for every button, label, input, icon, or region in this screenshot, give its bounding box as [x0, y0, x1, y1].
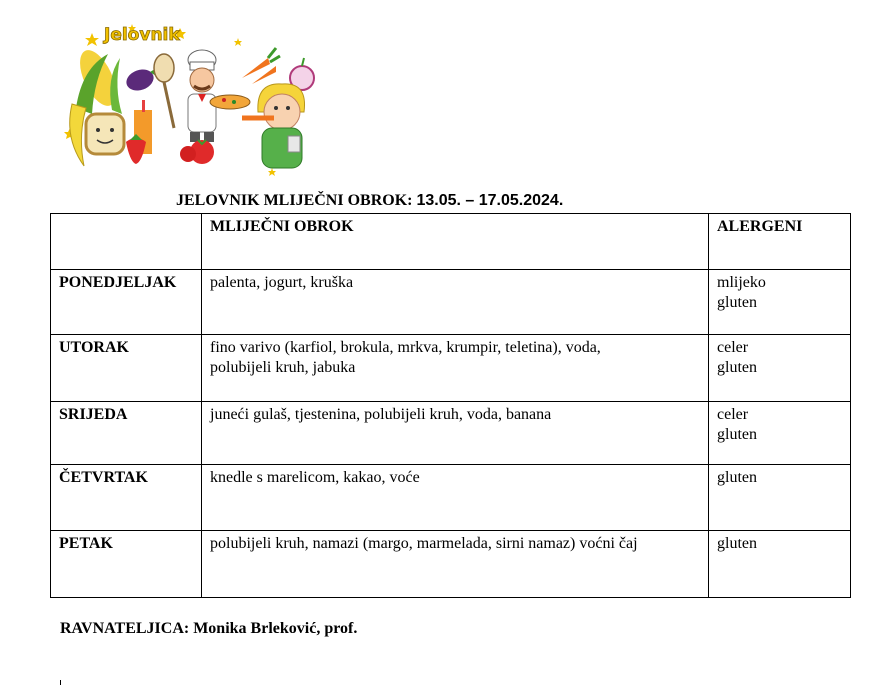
day-cell: PONEDJELJAK [51, 270, 202, 335]
meal-line: juneći gulaš, tjestenina, polubijeli kruh, voda, banana [210, 406, 552, 423]
table-row [51, 270, 851, 335]
allergen-item: gluten [717, 469, 757, 486]
meal-cell [202, 531, 709, 598]
meal-cell [202, 465, 709, 531]
meal-line: polubijeli kruh, namazi (margo, marmelada, sirni namaz) voćni čaj [210, 535, 638, 552]
allergens-cell [709, 335, 851, 402]
signature: RAVNATELJICA: Monika Brleković, prof. [60, 620, 358, 637]
text-cursor [60, 680, 61, 685]
allergen-item: celer [717, 406, 749, 423]
menu-title [176, 192, 563, 210]
table-row [51, 402, 851, 465]
chef-icon [154, 50, 250, 142]
meal-line: fino varivo (karfiol, brokula, mrkva, krumpir, teletina), voda, [210, 339, 601, 356]
table-header-row [51, 214, 851, 270]
meal-line: polubijeli kruh, jabuka [210, 359, 356, 376]
meal-cell [202, 270, 709, 335]
meal-cell [202, 402, 709, 465]
table-row [51, 531, 851, 598]
carrot-icon [242, 48, 280, 84]
menu-title-dates: 13.05. – 17.05.2024. [416, 192, 564, 209]
allergen-item: gluten [717, 359, 757, 376]
meal-line: palenta, jogurt, kruška [210, 274, 354, 291]
bread-icon [86, 114, 124, 154]
jelovnik-illustration [62, 18, 324, 176]
menu-title-prefix: JELOVNIK MLIJEČNI OBROK: [176, 192, 417, 209]
header-day [51, 214, 202, 270]
tomato-icon [180, 140, 214, 164]
header-allergens: ALERGENI [709, 214, 851, 270]
allergens-cell [709, 531, 851, 598]
allergen-item: celer [717, 339, 749, 356]
day-cell: PETAK [51, 531, 202, 598]
allergen-item: gluten [717, 426, 757, 443]
day-cell: ČETVRTAK [51, 465, 202, 531]
allergens-cell [709, 270, 851, 335]
table-row [51, 465, 851, 531]
table-row [51, 335, 851, 402]
menu-table [50, 213, 851, 598]
allergen-item: mlijeko [717, 274, 766, 291]
header-meal: MLIJEČNI OBROK [202, 214, 709, 270]
allergens-cell [709, 402, 851, 465]
corn-icon [73, 45, 124, 114]
allergen-item: gluten [717, 294, 757, 311]
logo-lettering: Jelovnik [104, 25, 180, 45]
day-cell: SRIJEDA [51, 402, 202, 465]
allergen-item: gluten [717, 535, 757, 552]
allergens-cell [709, 465, 851, 531]
day-cell: UTORAK [51, 335, 202, 402]
meal-cell [202, 335, 709, 402]
meal-line: knedle s marelicom, kakao, voće [210, 469, 420, 486]
banana-icon [70, 104, 86, 166]
child-icon [242, 84, 305, 168]
strawberry-icon [126, 138, 146, 164]
